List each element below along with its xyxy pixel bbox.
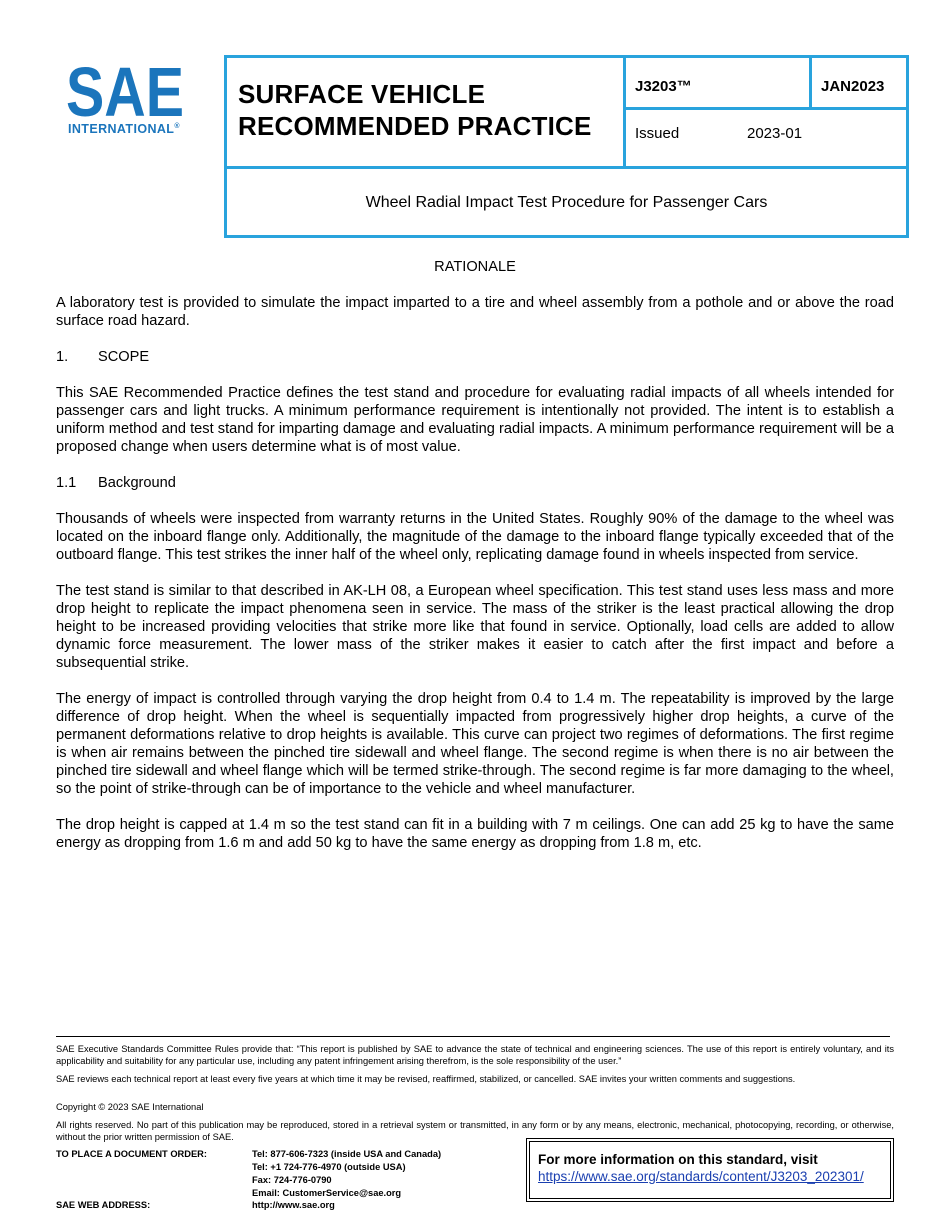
scope-paragraph: This SAE Recommended Practice defines the test stand and procedure for evaluating radial impacts of all wheels intended for passenger cars and light trucks. A minimum performance requirement is intentionally not provided. The intent is to establish a uniform method and test stand for imparting damage and evaluating radial impacts. A minimum performance requirement will be a proposed change when users determine what is of most value. [56,385,894,455]
order-fax: Fax: 724-776-0790 [252,1175,332,1185]
section-heading-background [56,474,894,492]
section-number: 1.1 [56,475,77,491]
order-label: TO PLACE A DOCUMENT ORDER: [56,1149,207,1159]
background-paragraph: The drop height is capped at 1.4 m so the test stand can fit in a building with 7 m ceilings. One can add 25 kg to have the same energy as dropping from 1.6 m and add 50 kg to have the same energy as dropping from 1.8 m, etc. [56,817,894,851]
document-number: J3203™ [635,78,692,95]
header-divider [623,107,906,110]
web-label: SAE WEB ADDRESS: [56,1200,151,1210]
sae-logo-mark [66,58,186,120]
order-tel-intl: Tel: +1 724-776-4970 (outside USA) [252,1162,406,1172]
order-tel-usa: Tel: 877-606-7323 (inside USA and Canada) [252,1149,442,1159]
rationale-paragraph: A laboratory test is provided to simulate the impact imparted to a tire and wheel assembly from a pothole and or above the road surface road hazard. [56,295,894,329]
header-divider [809,58,812,108]
document-date: JAN2023 [821,78,885,95]
document-body [56,258,894,870]
sae-logo [66,58,196,138]
footer-rule [56,1036,890,1037]
rationale-heading: RATIONALE [434,259,516,275]
footer-rights-text: All rights reserved. No part of this publication may be reproduced, stored in a retrieval system or transmitted, in any form or by any means, electronic, mechanical, photocopying, recording, or otherwise, without the prior written permission of SAE. [56,1120,894,1142]
more-info-box [526,1138,894,1202]
document-type-line2: RECOMMENDED PRACTICE [238,111,592,141]
footer-review-text: SAE reviews each technical report at least every five years at which time it may be revised, reaffirmed, stabilized, or cancelled. SAE invites your written comments and suggestions. [56,1074,796,1084]
section-title: Background [98,475,176,491]
order-email: Email: CustomerService@sae.org [252,1188,402,1198]
document-type-line1: SURFACE VEHICLE [238,79,486,109]
sae-logo-subtext-label: INTERNATIONAL [68,122,175,136]
header-divider [623,58,626,166]
background-paragraph: Thousands of wheels were inspected from warranty returns in the United States. Roughly 90% of the damage to the wheel was located on the inboard flange only. Additionally, the magnitude of the damage to the inboard flange typically exceeded that of the outboard flange. This test strikes the inner half of the wheel only, replicating damage found in wheels inspected from service. [56,511,894,563]
background-paragraph: The energy of impact is controlled through varying the drop height from 0.4 to 1.4 m. The repeatability is improved by the large difference of drop height. When the wheel is sequentially impacted from progressively higher drop heights, a curve of the permanent deformations relative to drop heights is available. This curve can project two regimes of deformations. The first regime is when air remains between the pinched tire sidewall and wheel flange. The second regime is when there is no air between the pinched tire sidewall and wheel flange which will be termed strike-through. The second regime is far more damaging to the wheel, so the point of strike-through can be of importance to the vehicle and wheel manufacturer. [56,691,894,797]
header-divider [227,166,906,169]
document-header [224,55,909,238]
more-info-title: For more information on this standard, visit [538,1152,818,1167]
footer-copyright: Copyright © 2023 SAE International [56,1102,204,1112]
section-title: SCOPE [98,349,150,365]
standard-link[interactable]: https://www.sae.org/standards/content/J3203_202301/ [538,1169,864,1184]
issued-label: Issued [635,125,680,142]
footer-rules-text: SAE Executive Standards Committee Rules provide that: “This report is published by SAE to advance the state of technical and engineering sciences. The use of this report is entirely voluntary, and its applicability and suitability for any particular use, including any patent infringement arising therefrom, is the sole responsibility of the user.” [56,1044,894,1066]
document-type [238,78,592,142]
sae-logo-mark-text: SAE [66,58,184,120]
web-address: http://www.sae.org [252,1200,335,1210]
issued-value: 2023-01 [747,125,803,142]
section-heading-scope [56,348,894,366]
sae-logo-subtext [68,122,180,136]
section-number: 1. [56,349,69,365]
registered-mark: ® [174,122,180,130]
background-paragraph: The test stand is similar to that described in AK-LH 08, a European wheel specification. This test stand uses less mass and more drop height to replicate the impact phenomena seen in service. The mass of the striker is the least practical allowing the drop height to be increased providing velocities that strike more like that found in service. Optionally, load cells are added to allow dynamic force measurement. The lower mass of the striker makes it easier to catch after the first impact and before a subsequential strike. [56,583,894,671]
document-title: Wheel Radial Impact Test Procedure for Passenger Cars [365,194,768,211]
